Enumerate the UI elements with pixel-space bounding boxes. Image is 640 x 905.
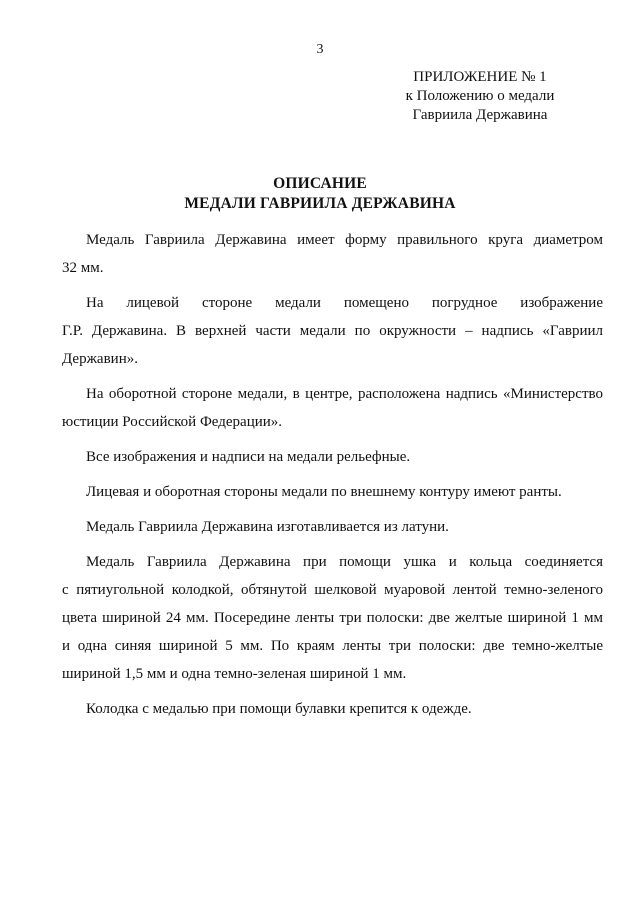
paragraph-relief — [83, 443, 603, 471]
document-body — [62, 226, 603, 730]
paragraph-line: На лицевой стороне медали помещено погрудное изображение — [86, 295, 603, 311]
paragraph-line: юстиции Российской Федерации». — [62, 414, 283, 430]
paragraph-line: Медаль Гавриила Державина изготавливается из латуни. — [86, 519, 449, 535]
appendix-title: ПРИЛОЖЕНИЕ № 1 — [413, 69, 547, 85]
paragraph-obverse — [62, 289, 603, 373]
paragraph-line: 32 мм. — [62, 260, 104, 276]
document-title — [0, 174, 640, 214]
paragraph-shape — [62, 226, 603, 282]
paragraph-line: Лицевая и оборотная стороны медали по внешнему контуру имеют ранты. — [86, 484, 562, 500]
appendix-header — [380, 68, 580, 125]
paragraph-line: шириной 1,5 мм и одна темно-зеленая шириной 1 мм. — [62, 666, 407, 682]
paragraph-rims — [83, 478, 603, 506]
appendix-subject: Гавриила Державина — [412, 107, 548, 123]
page-number: 3 — [316, 42, 324, 57]
paragraph-line: и одна синяя шириной 5 мм. По краям ленты три полоски: две темно-желтые — [62, 638, 603, 654]
paragraph-material — [83, 513, 603, 541]
appendix-reference: к Положению о медали — [405, 88, 555, 104]
paragraph-line: с пятиугольной колодкой, обтянутой шелковой муаровой лентой темно-зеленого — [62, 582, 603, 598]
title-line-medal: МЕДАЛИ ГАВРИИЛА ДЕРЖАВИНА — [184, 195, 456, 212]
paragraph-line: Медаль Гавриила Державина имеет форму правильного круга диаметром — [86, 232, 603, 248]
paragraph-line: Медаль Гавриила Державина при помощи ушка и кольца соединяется — [86, 554, 603, 570]
paragraph-line: Г.Р. Державина. В верхней части медали по окружности – надпись «Гавриил — [62, 323, 603, 339]
paragraph-line: На оборотной стороне медали, в центре, расположена надпись «Министерство — [86, 386, 603, 402]
title-line-description: ОПИСАНИЕ — [273, 175, 367, 192]
paragraph-reverse — [62, 380, 603, 436]
paragraph-attachment — [83, 695, 603, 723]
paragraph-ribbon — [62, 548, 603, 688]
paragraph-line: цвета шириной 24 мм. Посередине ленты три полоски: две желтые шириной 1 мм — [62, 610, 603, 626]
paragraph-line: Колодка с медалью при помощи булавки крепится к одежде. — [86, 701, 472, 717]
paragraph-line: Все изображения и надписи на медали рельефные. — [86, 449, 411, 465]
paragraph-line: Державин». — [62, 351, 138, 367]
